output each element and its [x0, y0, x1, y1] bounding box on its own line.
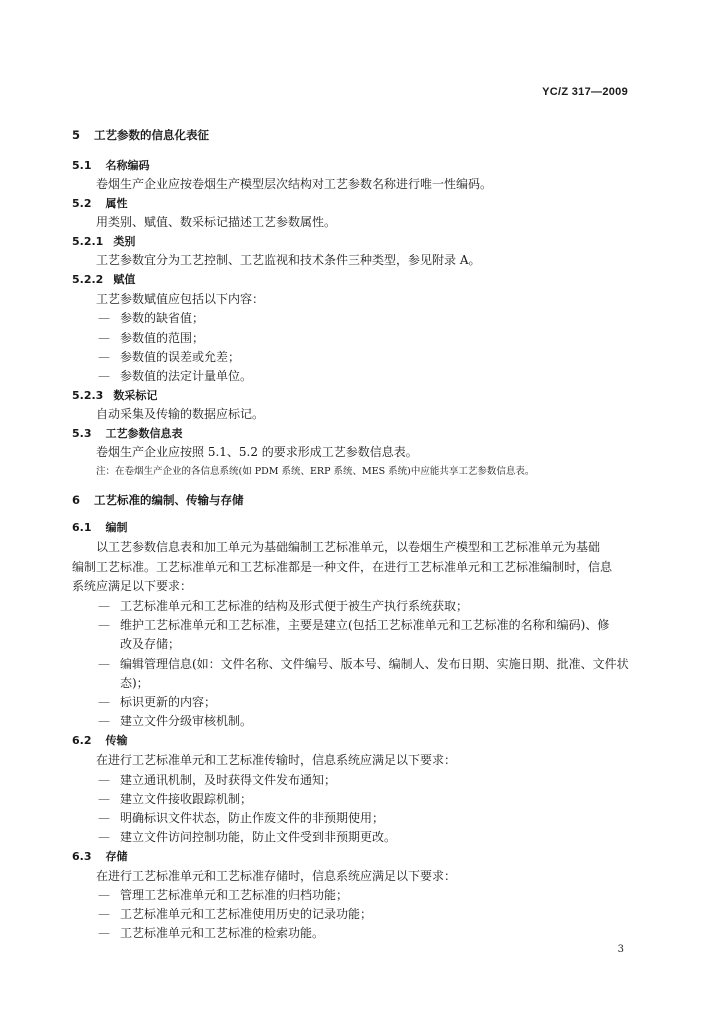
list-item: — 建立文件访问控制功能，防止文件受到非预期更改。	[98, 830, 397, 844]
list-item-continuation: 改及存储；	[120, 637, 181, 651]
section-5-heading: 5 工艺参数的信息化表征	[72, 128, 210, 142]
list-item-continuation: 态)；	[120, 676, 149, 690]
section-5-2-1-heading: 5.2.1 类别	[72, 235, 136, 248]
list-item: — 参数的缺省值；	[98, 311, 205, 325]
section-5-3-text: 卷烟生产企业应按照 5.1、5.2 的要求形成工艺参数信息表。	[96, 445, 418, 459]
section-6-2-heading: 6.2 传输	[72, 734, 128, 747]
section-5-2-3-heading: 5.2.3 数采标记	[72, 389, 158, 402]
section-6-1-heading: 6.1 编制	[72, 521, 128, 534]
page-number: 3	[617, 944, 624, 955]
section-6-1-paragraph: 系统应满足以下要求：	[72, 579, 193, 593]
list-item: — 参数值的法定计量单位。	[98, 369, 253, 383]
section-6-heading: 6 工艺标准的编制、传输与存储	[72, 493, 244, 507]
list-item: — 建立文件分级审核机制。	[98, 714, 253, 728]
section-5-2-2-heading: 5.2.2 赋值	[72, 273, 136, 286]
list-item: — 标识更新的内容；	[98, 695, 217, 709]
section-5-2-text: 用类别、赋值、数采标记描述工艺参数属性。	[96, 215, 337, 229]
section-5-2-heading: 5.2 属性	[72, 197, 128, 210]
section-5-3-heading: 5.3 工艺参数信息表	[72, 427, 183, 440]
list-item: — 明确标识文件状态，防止作废文件的非预期使用；	[98, 811, 385, 825]
list-item: — 建立文件接收跟踪机制；	[98, 792, 253, 806]
section-6-1-paragraph: 编制工艺标准。工艺标准单元和工艺标准都是一种文件，在进行工艺标准单元和工艺标准编制时，信息	[72, 560, 613, 574]
list-item: — 参数值的误差或允差；	[98, 350, 241, 364]
list-item: — 工艺标准单元和工艺标准的检索功能。	[98, 926, 325, 940]
section-6-3-text: 在进行工艺标准单元和工艺标准存储时，信息系统应满足以下要求：	[96, 869, 457, 883]
section-5-1-text: 卷烟生产企业应按卷烟生产模型层次结构对工艺参数名称进行唯一性编码。	[96, 177, 493, 191]
list-item: — 维护工艺标准单元和工艺标准，主要是建立(包括工艺标准单元和工艺标准的名称和编码)、修	[98, 618, 610, 632]
section-6-3-heading: 6.3 存储	[72, 850, 128, 863]
list-item: — 参数值的范围；	[98, 331, 205, 345]
list-item: — 工艺标准单元和工艺标准使用历史的记录功能；	[98, 907, 373, 921]
section-5-1-heading: 5.1 名称编码	[72, 159, 150, 172]
list-item: — 工艺标准单元和工艺标准的结构及形式便于被生产执行系统获取；	[98, 599, 469, 613]
section-6-1-paragraph: 以工艺参数信息表和加工单元为基础编制工艺标准单元，以卷烟生产模型和工艺标准单元为基础	[96, 540, 601, 554]
list-item: — 编辑管理信息(如：文件名称、文件编号、版本号、编制人、发布日期、实施日期、批准、文件状	[98, 657, 629, 671]
document-code: YC/Z 317—2009	[542, 86, 628, 98]
note: 注：在卷烟生产企业的各信息系统(如 PDM 系统、ERP 系统、MES 系统)中应能共享工艺参数信息表。	[96, 466, 535, 477]
list-item: — 建立通讯机制，及时获得文件发布通知；	[98, 773, 337, 787]
list-item: — 管理工艺标准单元和工艺标准的归档功能；	[98, 888, 349, 902]
section-5-2-1-text: 工艺参数宜分为工艺控制、工艺监视和技术条件三种类型，参见附录 A。	[96, 253, 481, 267]
section-5-2-3-text: 自动采集及传输的数据应标记。	[96, 407, 265, 421]
section-6-2-text: 在进行工艺标准单元和工艺标准传输时，信息系统应满足以下要求：	[96, 753, 457, 767]
section-5-2-2-text: 工艺参数赋值应包括以下内容：	[96, 292, 265, 306]
